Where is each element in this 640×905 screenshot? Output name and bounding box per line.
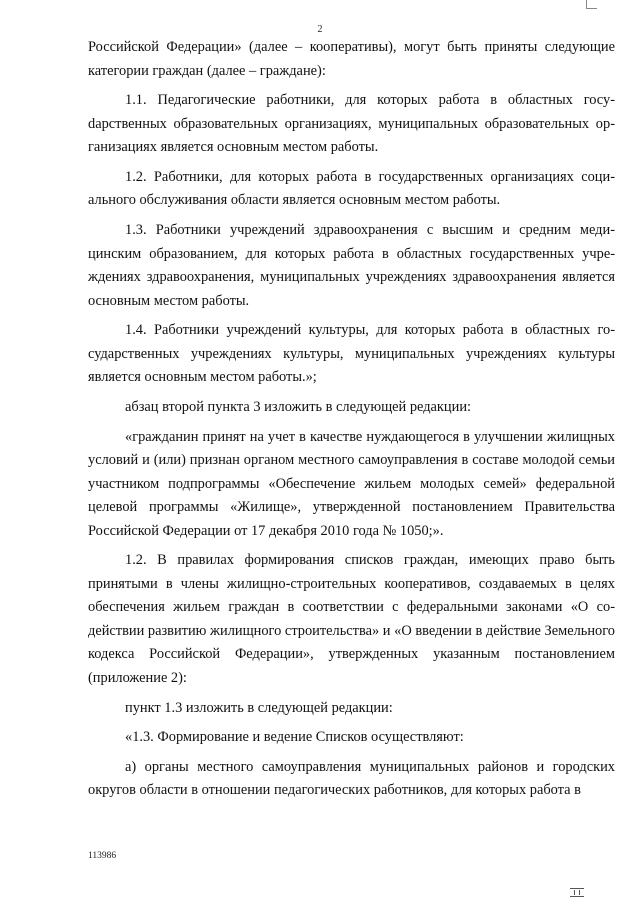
- paragraph-1-1: 1.1. Педагогические работники, для которых работа в областных госуdарственных образовательных организациях, муниципальных образовательных организациях является основным местом работы.: [88, 92, 615, 156]
- document-code: 113986: [88, 851, 117, 861]
- paragraph-item-a: а) органы местного самоуправления муниципальных районов и городских округов области в отношении педагогических работников, для которых работа в: [88, 758, 615, 799]
- paragraph-1-2: 1.2. Работники, для которых работа в государственных организациях социального обслуживания области является основным местом работы.: [88, 168, 615, 209]
- paragraph-quoted-citizen: «гражданин принят на учет в качестве нуждающегося в улучшении жилищных условий и (или) признан органом местного самоуправления в составе молодой семьи участником подпрограммы «Обеспечение жильем молодых семей» федеральной целевой программы «Жилище», утвержденной постановлением Правительства Российской Федерации от 17 декабря 2010 года № 1050;».: [88, 428, 615, 539]
- paragraph-1-3: 1.3. Работники учреждений здравоохранения с высшим и средним медицинским образованием, для которых работа в областных государственных учреждениях здравоохранения, муниципальных учреждениях здравоохранения является основным местом работы.: [88, 222, 615, 309]
- paragraph-quoted-1-3: «1.3. Формирование и ведение Списков осуществляют:: [125, 729, 464, 746]
- scan-barcode-mark: [570, 888, 584, 897]
- page-number: 2: [317, 24, 323, 35]
- paragraph-1-2-rules: 1.2. В правилах формирования списков граждан, имеющих право быть принятыми в члены жилищно-строительных кооперативов, создаваемых в целях обеспечения жильем граждан в соответствии с федеральными законами «О содействии развитию жилищного строительства» и «О введении в действие Земельного кодекса Российской Федерации», утвержденных указанным постановлением (приложение 2):: [88, 552, 615, 686]
- paragraph-amend-point-3: абзац второй пункта 3 изложить в следующей редакции:: [125, 398, 472, 415]
- document-body: [88, 36, 615, 809]
- paragraph-continuation: Российской Федерации» (далее – кооперативы), могут быть приняты следующие категории граждан (далее – граждане):: [88, 39, 615, 79]
- paragraph-1-4: 1.4. Работники учреждений культуры, для которых работа в областных государственных учреждениях культуры, муниципальных учреждениях культуры является основным местом работы.»;: [88, 322, 615, 386]
- paragraph-amend-point-1-3: пункт 1.3 изложить в следующей редакции:: [125, 699, 393, 716]
- scan-corner-mark: [586, 0, 597, 9]
